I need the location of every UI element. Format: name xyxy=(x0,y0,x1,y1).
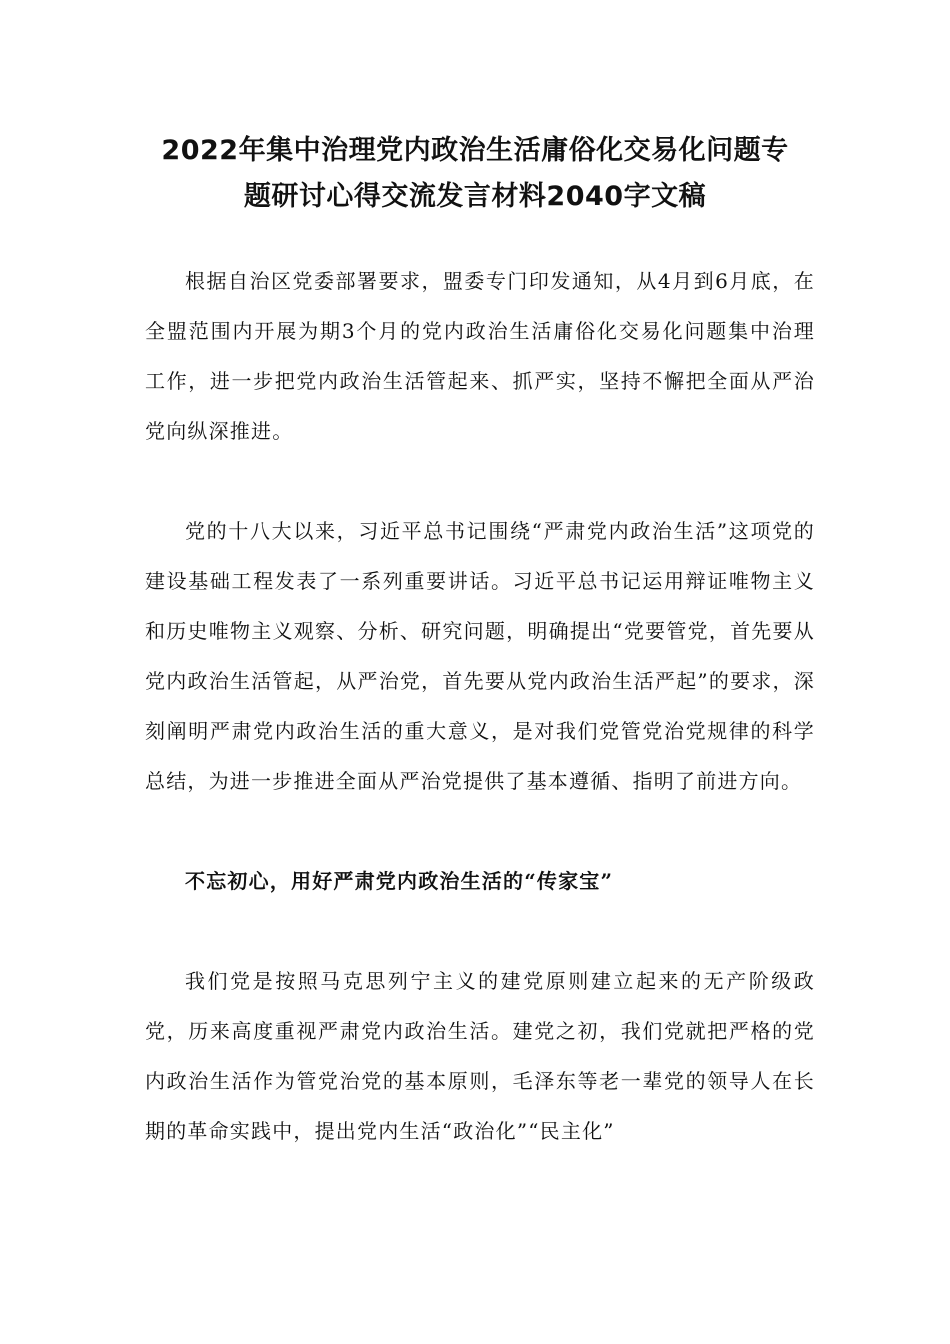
document-title xyxy=(130,128,820,220)
paragraph-intro: 根据自治区党委部署要求，盟委专门印发通知，从4月到6月底，在全盟范围内开展为期3个月的党内政治生活庸俗化交易化问题集中治理工作，进一步把党内政治生活管起来、抓严实，坚持不懈把全面从严治党向纵深推进。 xyxy=(145,269,815,443)
paragraph-background: 党的十八大以来，习近平总书记围绕“严肃党内政治生活”这项党的建设基础工程发表了一系列重要讲话。习近平总书记运用辩证唯物主义和历史唯物主义观察、分析、研究问题，明确提出“党要管党，首先要从党内政治生活管起，从严治党，首先要从党内政治生活严起”的要求，深刻阐明严肃党内政治生活的重大意义，是对我们党管党治党规律的科学总结，为进一步推进全面从严治党提供了基本遵循、指明了前进方向。 xyxy=(145,519,815,793)
paragraph-history: 我们党是按照马克思列宁主义的建党原则建立起来的无产阶级政党，历来高度重视严肃党内政治生活。建党之初，我们党就把严格的党内政治生活作为管党治党的基本原则，毛泽东等老一辈党的领导人在长期的革命实践中，提出党内生活“政治化”“民主化” xyxy=(145,969,815,1143)
document-body xyxy=(145,256,815,1156)
document-title-line-2: 题研讨心得交流发言材料2040字文稿 xyxy=(243,181,707,212)
section-heading: 不忘初心，用好严肃党内政治生活的“传家宝” xyxy=(185,869,614,893)
document-title-line-1: 2022年集中治理党内政治生活庸俗化交易化问题专 xyxy=(161,135,789,166)
